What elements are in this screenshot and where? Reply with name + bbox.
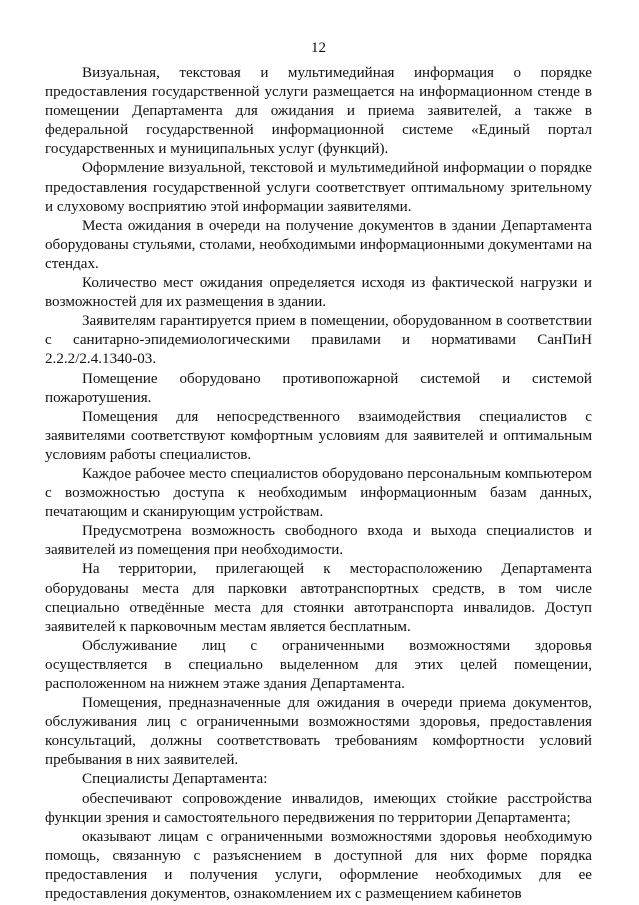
page-number: 12 (311, 40, 326, 56)
paragraph: На территории, прилегающей к месторасположению Департамента оборудованы места для парковки автотранспортных средств, в том числе специально отведённые места для стоянки автотранспорта инвалидов. Доступ заявителей к парковочным местам является бесплатным. (45, 561, 592, 635)
paragraph: Количество мест ожидания определяется исходя из фактической нагрузки и возможностей для их размещения в здании. (45, 275, 592, 311)
document-body (45, 64, 592, 904)
paragraph: Места ожидания в очереди на получение документов в здании Департамента оборудованы стульями, столами, необходимыми информационными документами на стендах. (45, 217, 592, 272)
paragraph: Оформление визуальной, текстовой и мультимедийной информации о порядке предоставления государственной услуги соответствует оптимальному зрительному и слуховому восприятию этой информации заявителями. (45, 160, 592, 215)
paragraph: Помещения для непосредственного взаимодействия специалистов с заявителями соответствуют комфортным условиям для заявителей и оптимальным условиям работы специалистов. (45, 408, 592, 463)
paragraph: оказывают лицам с ограниченными возможностями здоровья необходимую помощь, связанную с разъяснением в доступной для них форме порядка предоставления и получения услуги, оформление необходимых для ее предоставления документов, ознакомлением их с размещением кабинетов (45, 828, 592, 903)
paragraph: Помещение оборудовано противопожарной системой и системой пожаротушения. (45, 370, 592, 406)
paragraph: Каждое рабочее место специалистов оборудовано персональным компьютером с возможностью доступа к необходимым информационным базам данных, печатающим и сканирующим устройствам. (45, 465, 592, 521)
paragraph: Заявителям гарантируется прием в помещении, оборудованном в соответствии с санитарно-эпидемиологическими правилами и нормативами СанПиН 2.2.2/2.4.1340-03. (45, 313, 592, 368)
paragraph: Предусмотрена возможность свободного входа и выхода специалистов и заявителей из помещения при необходимости. (45, 523, 592, 559)
paragraph: Визуальная, текстовая и мультимедийная информация о порядке предоставления государственной услуги размещается на информационном стенде в помещении Департамента для ожидания и приема заявителей, а также в федеральной государственной информационной системе «Единый портал государственных и муниципальных услуг (функций). (45, 65, 592, 158)
paragraph: обеспечивают сопровождение инвалидов, имеющих стойкие расстройства функции зрения и самостоятельного передвижения по территории Департамента; (45, 790, 592, 826)
paragraph: Специалисты Департамента: (82, 771, 268, 788)
paragraph: Помещения, предназначенные для ожидания в очереди приема документов, обслуживания лиц с ограниченными возможностями здоровья, предоставления консультаций, должны соответствовать требованиям комфортности условий пребывания в них заявителей. (45, 695, 592, 769)
paragraph: Обслуживание лиц с ограниченными возможностями здоровья осуществляется в специально выделенном для этих целей помещении, расположенном на нижнем этаже здания Департамента. (45, 637, 592, 692)
